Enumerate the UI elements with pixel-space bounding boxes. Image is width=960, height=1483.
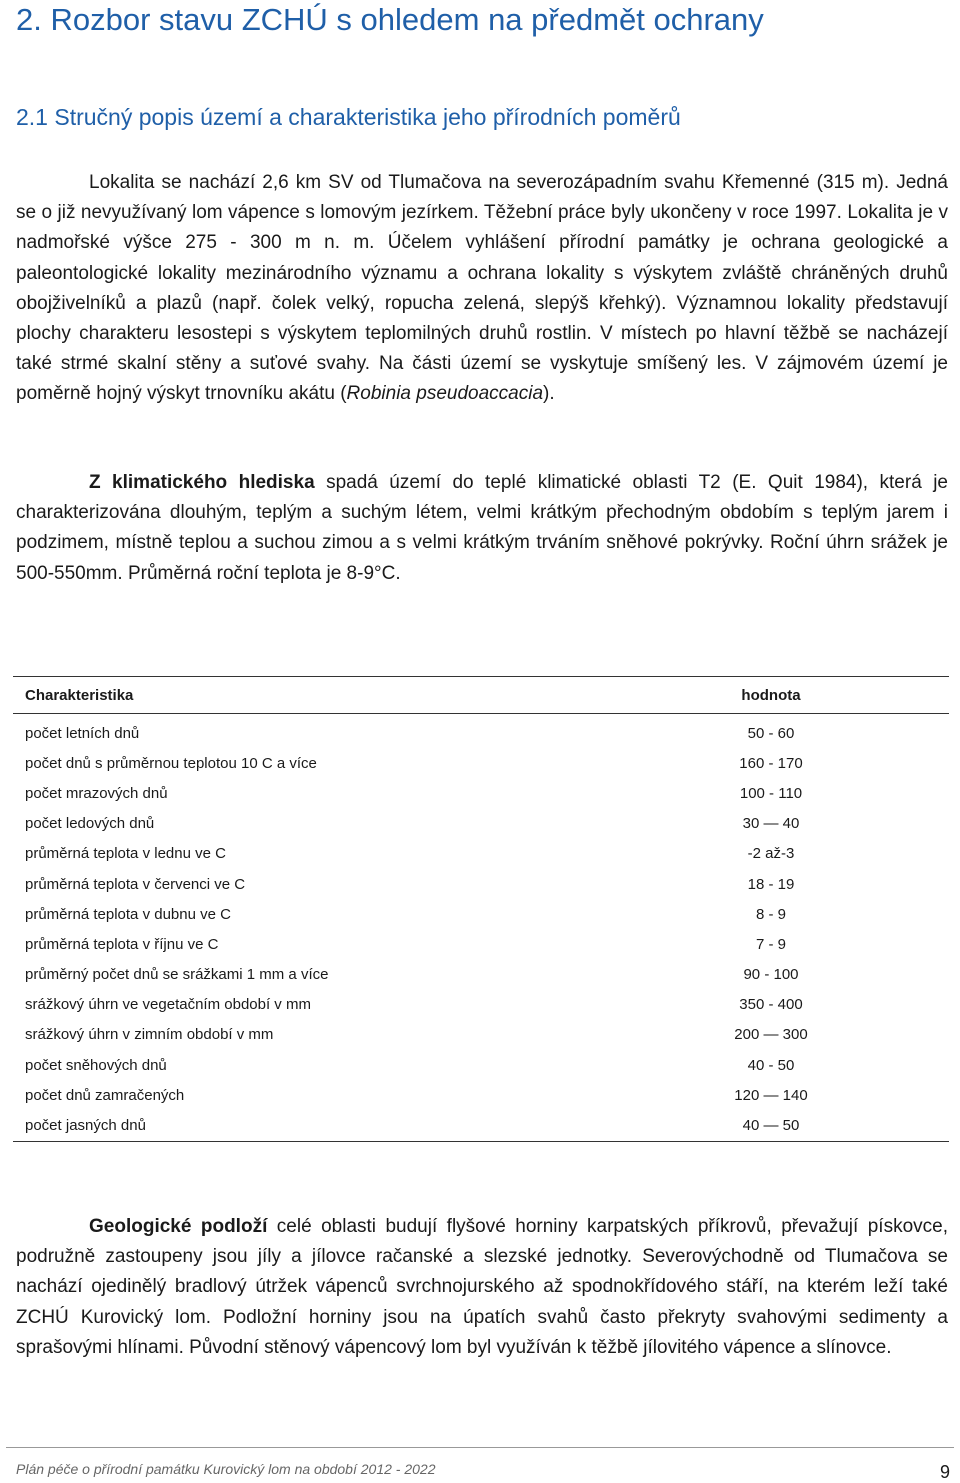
row-value: 8 - 9: [755, 905, 786, 923]
subsection-heading: 2.1 Stručný popis území a charakteristika jeho přírodních poměrů: [16, 104, 681, 130]
section-heading: 2. Rozbor stavu ZCHÚ s ohledem na předmět ochrany: [16, 2, 764, 37]
row-label: počet letních dnů: [25, 724, 140, 742]
table-row: [13, 1080, 949, 1110]
row-label: srážkový úhrn v zimním období v mm: [25, 1026, 274, 1044]
geology-paragraph: [16, 1212, 948, 1363]
row-label: průměrná teplota v lednu ve C: [25, 845, 226, 863]
row-value: 40 — 50: [649, 1110, 949, 1141]
geology-lead: Geologické podloží: [89, 1216, 268, 1237]
table-row: [13, 960, 949, 990]
row-value: 350 - 400: [739, 996, 803, 1014]
row-label: počet jasných dnů: [13, 1110, 649, 1141]
row-label: počet dnů s průměrnou teplotou 10 C a více: [25, 754, 317, 772]
header-characteristic: Charakteristika: [13, 677, 649, 714]
table-row: [13, 809, 949, 839]
row-value: 100 - 110: [739, 784, 803, 802]
climate-text: spadá území do teplé klimatické oblasti T2 (E. Quit 1984), která je charakterizována dlouhým, teplým a suchým létem, velmi krátkým přechodným obdobím s teplým jarem i podzimem, místně teplou a suchou zimou a s velmi krátkým trváním sněhové pokrývky. Roční úhrn srážek je 500-550mm. Průměrná roční teplota je 8-9°C.: [16, 472, 948, 584]
locality-text-end: ).: [543, 383, 555, 405]
row-value: 200 — 300: [734, 1026, 808, 1044]
row-label: srážkový úhrn ve vegetačním období v mm: [25, 996, 311, 1014]
row-value: 90 - 100: [743, 966, 799, 984]
table-row: [13, 1020, 949, 1050]
row-label: počet ledových dnů: [25, 815, 155, 833]
footer-text: Plán péče o přírodní památku Kurovický lom na období 2012 - 2022: [16, 1461, 436, 1477]
climate-lead: Z klimatického hlediska: [89, 472, 315, 493]
row-label: průměrná teplota v červenci ve C: [25, 875, 246, 893]
row-label: průměrný počet dnů se srážkami 1 mm a více: [25, 966, 329, 984]
climate-paragraph: [16, 468, 948, 589]
locality-text: Lokalita se nachází 2,6 km SV od Tlumačova na severozápadním svahu Křemenné (315 m). Jedná se o již nevyužívaný lom vápence s lomovým jezírkem. Těžební práce byly ukončeny v roce 1997. Lokalita je v nadmořské výšce 275 - 300 m n. m. Účelem vyhlášení přírodní památky je ochrana geologické a paleontologické lokality mezinárodního významu a ochrana lokality s výskytem zvláště chráněných druhů obojživelníků a plazů (např. čolek velký, ropucha zelená, slepýš křehký). Významnou lokality představují plochy charakteru lesostepi s výskytem teplomilných druhů rostlin. V místech po hlavní těžbě se nacházejí také strmé skalní stěny a suťové svahy. Na části území se vyskytuje smíšený les. V zájmovém území je poměrně hojný výskyt trnovníku akátu (: [16, 172, 948, 405]
row-value: 50 - 60: [747, 724, 795, 742]
species-name: Robinia pseudoaccacia: [346, 383, 544, 405]
row-value: 7 - 9: [755, 935, 786, 953]
row-value: 160 - 170: [739, 754, 803, 772]
row-value: 40 - 50: [747, 1056, 795, 1074]
geology-text: celé oblasti budují flyšové horniny karpatských příkrovů, převažují pískovce, podružně zastoupeny jsou jíly a jílovce račanské a slezské jednotky. Severovýchodně od Tlumačova se nachází ojedinělý bradlový útržek vápenců svrchnojurského až spodnokřídového stáří, na kterém leží také ZCHÚ Kurovický lom. Podložní horniny jsou na úpatích svahů často překryty svahovými sedimenty a sprašovými hlínami. Původní stěnový vápencový lom byl využíván k těžbě jílovitého vápence a slínovce.: [16, 1216, 948, 1358]
table-header-row: [13, 677, 949, 714]
row-label: průměrná teplota v dubnu ve C: [25, 905, 231, 923]
table-row: [13, 929, 949, 959]
locality-description-paragraph: [16, 168, 948, 410]
table-row: [13, 1050, 949, 1080]
table-row: [13, 748, 949, 778]
table-row: [13, 869, 949, 899]
page-number: 9: [939, 1462, 950, 1482]
table-row: [13, 714, 949, 749]
footer-divider: [6, 1447, 954, 1448]
climate-table: [13, 676, 949, 1142]
header-value: hodnota: [649, 677, 949, 714]
row-label: počet sněhových dnů: [25, 1056, 167, 1074]
table-row: [13, 778, 949, 808]
table-row: [13, 990, 949, 1020]
row-value: -2 až-3: [747, 845, 795, 863]
table-row: [13, 1110, 949, 1141]
row-value: 120 — 140: [734, 1086, 808, 1104]
table-row: [13, 899, 949, 929]
row-value: 30 — 40: [742, 815, 800, 833]
row-value: 18 - 19: [747, 875, 795, 893]
row-label: počet dnů zamračených: [25, 1086, 185, 1104]
row-label: počet mrazových dnů: [25, 784, 168, 802]
table-row: [13, 839, 949, 869]
row-label: průměrná teplota v říjnu ve C: [25, 935, 219, 953]
